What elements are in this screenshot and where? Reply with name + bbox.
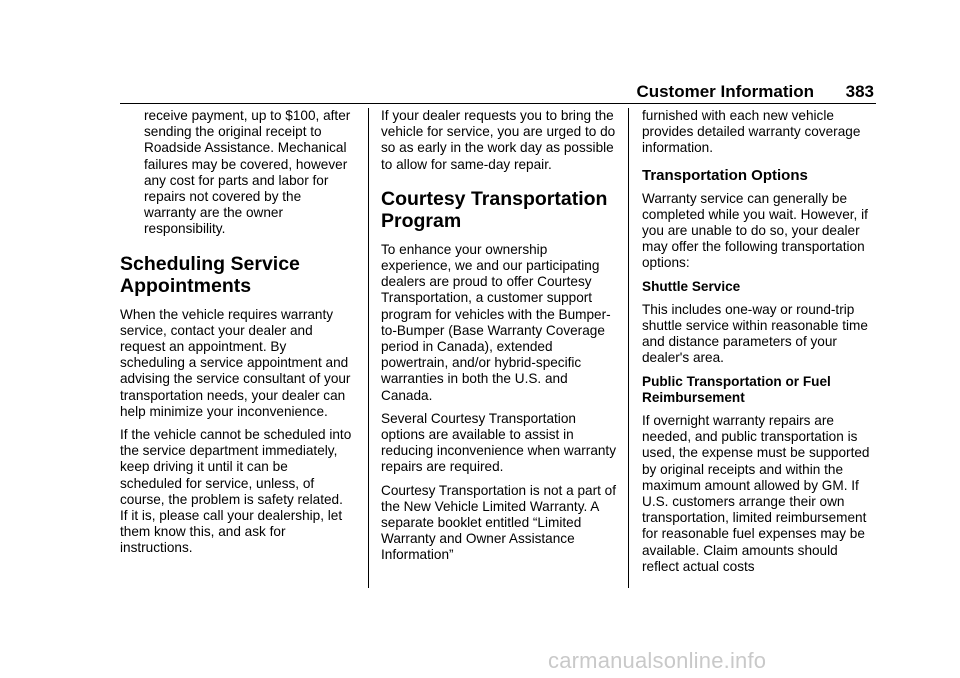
page-number: 383	[845, 82, 874, 101]
paragraph: Several Courtesy Transportation options are available to assist in reducing inconvenience when warranty repairs are required.	[381, 410, 617, 475]
column-2	[381, 108, 617, 571]
column-divider	[368, 108, 369, 588]
paragraph: Courtesy Transportation is not a part of the New Vehicle Limited Warranty. A separate booklet entitled “Limited Warranty and Owner Assistance Information”	[381, 482, 616, 563]
heading-courtesy-transportation: Courtesy Transportation Program	[381, 187, 608, 232]
subheading-public-transportation: Public Transportation or Fuel Reimbursement	[642, 373, 831, 405]
section-title: Customer Information	[636, 82, 814, 101]
column-divider	[628, 108, 629, 588]
page-header	[120, 80, 876, 102]
watermark: carmanualsonline.info	[548, 648, 767, 673]
paragraph: To enhance your ownership experience, we and our participating dealers are proud to offer Courtesy Transportation, a customer support program for vehicles with the Bumper-to-Bumper (Base Warranty Coverage period in Canada), extended powertrain, and/or hybrid-specific warranties in both the U.S. and Canada.	[381, 241, 611, 403]
paragraph: If your dealer requests you to bring the vehicle for service, you are urged to do so as early in the work day as possible to allow for same-day repair.	[381, 108, 616, 172]
column-1	[120, 108, 352, 564]
column-3	[642, 108, 878, 582]
paragraph: If the vehicle cannot be scheduled into the service department immediately, keep driving it until it can be scheduled for service, unless, of course, the problem is safety related. If it is, please call your dealership, let them know this, and ask for instructions.	[120, 427, 352, 556]
paragraph: This includes one-way or round-trip shuttle service within reasonable time and distance parameters of your dealer's area.	[642, 301, 868, 366]
heading-scheduling-service: Scheduling Service Appointments	[120, 252, 300, 297]
subheading-shuttle-service: Shuttle Service	[642, 278, 741, 294]
header-divider	[120, 103, 876, 104]
paragraph: furnished with each new vehicle provides detailed warranty coverage information.	[642, 108, 861, 156]
paragraph: When the vehicle requires warranty service, contact your dealer and request an appointment. By scheduling a service appointment and advising the service consultant of your transportation needs, your dealer can help minimize your inconvenience.	[120, 306, 351, 419]
paragraph: If overnight warranty repairs are needed, and public transportation is used, the expense must be supported by original receipts and within the maximum amount allowed by GM. If U.S. customers arrange their own transportation, limited reimbursement for reasonable fuel expenses may be available. Claim amounts should reflect actual costs	[642, 413, 870, 574]
heading-transportation-options: Transportation Options	[642, 166, 808, 184]
continued-paragraph: receive payment, up to $100, after sending the original receipt to Roadside Assistance. Mechanical failures may be covered, however any cost for parts and labor for repairs not covered by the warranty are the owner responsibility.	[144, 108, 351, 237]
paragraph: Warranty service can generally be completed while you wait. However, if you are unable to do so, your dealer may offer the following transportation options:	[642, 190, 868, 271]
